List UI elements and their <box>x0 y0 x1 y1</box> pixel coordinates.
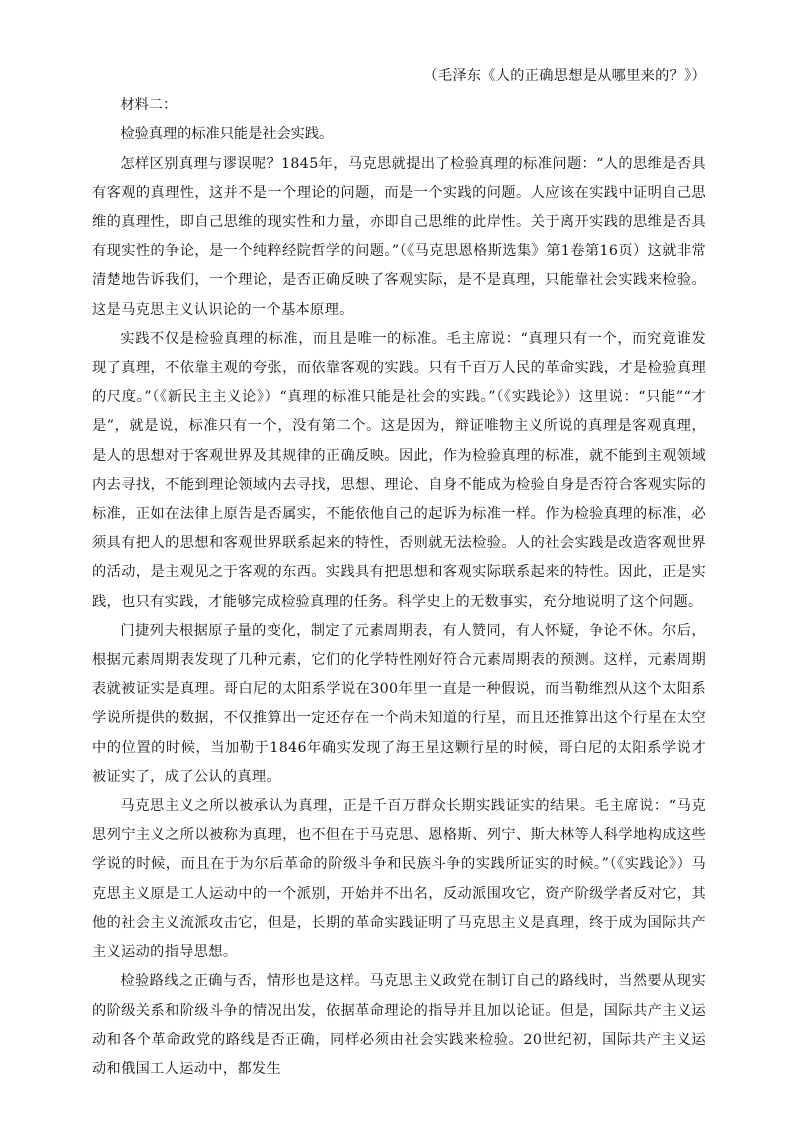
citation-line: （毛泽东《人的正确思想是从哪里来的？》） <box>423 68 706 84</box>
paragraph-sole-standard: 实践不仅是检验真理的标准，而且是唯一的标准。毛主席说：“真理只有一个，而究竟谁发现了真理，不依靠主观的夸张，而依靠客观的实践。只有千百万人民的革命实践，才是检验真理的尺度。”（《新民主主义论》）“真理的标准只能是社会的实践。”（《实践论》）这里说：“只能”“才是”，就是说，标准只有一个，没有第二个。这是因为，辩证唯物主义所说的真理是客观真理，是人的思想对于客观世界及其规律的正确反映。因此，作为检验真理的标准，就不能到主观领域内去寻找，不能到理论领域内去寻找，思想、理论、自身不能成为检验自身是否符合客观实际的标准，正如在法律上原告是否属实，不能依他自己的起诉为标准一样。作为检验真理的标准，必须具有把人的思想和客观世界联系起来的特性，否则就无法检验。人的社会实践是改造客观世界的活动，是主观见之于客观的东西。实践具有把思想和客观实际联系起来的特性。因此，正是实践，也只有实践，才能够完成检验真理的任务。科学史上的无数事实，充分地说明了这个问题。 <box>92 330 706 610</box>
material-label: 材料二： <box>120 97 178 114</box>
section-heading: 检验真理的标准只能是社会实践。 <box>120 126 334 143</box>
paragraph-marxism-verified: 马克思主义之所以被承认为真理，正是千百万群众长期实践证实的结果。毛主席说：“马克思列宁主义之所以被称为真理，也不但在于马克思、恩格斯、列宁、斯大林等人科学地构成这些学说的时候，而且在于为尔后革命的阶级斗争和民族斗争的实践所证实的时候。”（《实践论》）马克思主义原是工人运动中的一个派别，开始并不出名，反动派围攻它，资产阶级学者反对它，其他的社会主义流派攻击它，但是，长期的革命实践证明了马克思主义是真理，终于成为国际共产主义运动的指导思想。 <box>92 798 706 961</box>
document-page <box>92 62 706 1084</box>
paragraph-science-examples: 门捷列夫根据原子量的变化，制定了元素周期表，有人赞同，有人怀疑，争论不休。尔后，根据元素周期表发现了几种元素，它们的化学特性刚好符合元素周期表的预测。这样，元素周期表就被证实是真理。哥白尼的太阳系学说在300年里一直是一种假说，而当勒维烈从这个太阳系学说所提供的数据，不仅推算出一定还存在一个尚未知道的行星，而且还推算出这个行星在太空中的位置的时候，当加勒于1846年确实发现了海王星这颗行星的时候，哥白尼的太阳系学说才被证实了，成了公认的真理。 <box>92 622 706 785</box>
paragraph-party-line: 检验路线之正确与否，情形也是这样。马克思主义政党在制订自己的路线时，当然要从现实的阶级关系和阶级斗争的情况出发，依据革命理论的指导并且加以论证。但是，国际共产主义运动和各个革命政党的路线是否正确，同样必须由社会实践来检验。20世纪初，国际共产主义运动和俄国工人运动中，都发生 <box>92 973 706 1077</box>
paragraph-truth-criterion: 怎样区别真理与谬误呢？1845年，马克思就提出了检验真理的标准问题：“人的思维是否具有客观的真理性，这并不是一个理论的问题，而是一个实践的问题。人应该在实践中证明自己思维的真理性，即自己思维的现实性和力量，亦即自己思维的此岸性。关于离开实践的思维是否具有现实性的争论，是一个纯粹经院哲学的问题。”（《马克思恩格斯选集》第1卷第16页）这就非常清楚地告诉我们，一个理论，是否正确反映了客观实际，是不是真理，只能靠社会实践来检验。这是马克思主义认识论的一个基本原理。 <box>92 155 706 318</box>
